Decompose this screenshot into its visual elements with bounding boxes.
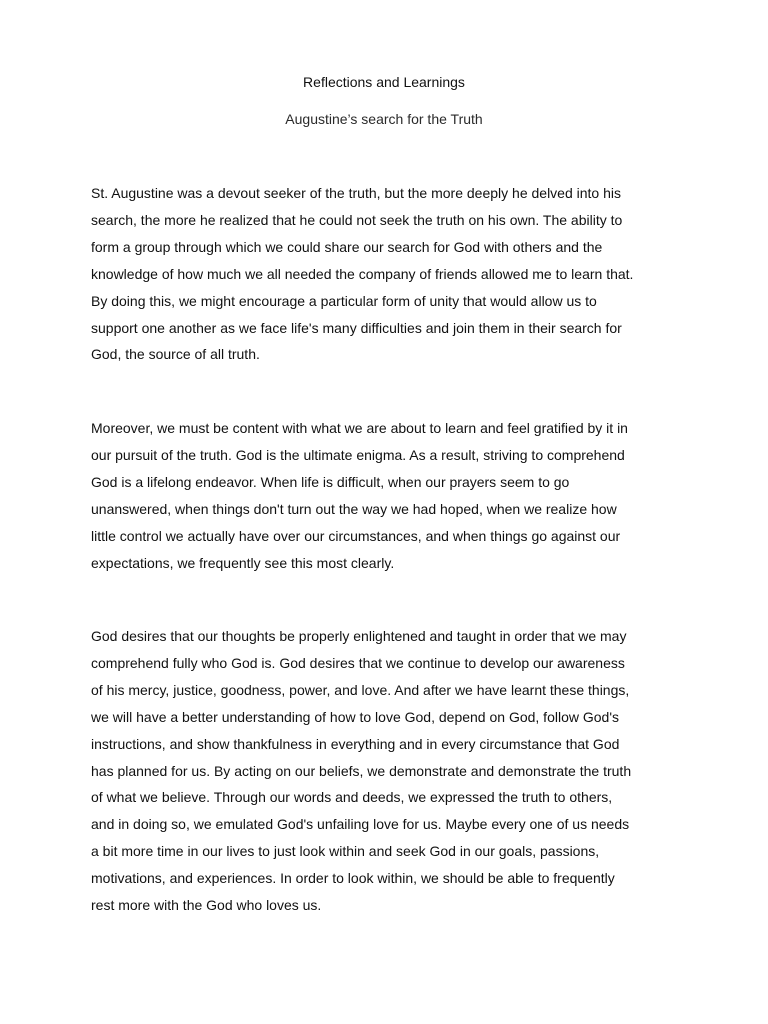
paragraph-line: By doing this, we might encourage a particular form of unity that would allow us to [91,292,597,309]
paragraph-line: God desires that our thoughts be properly enlightened and taught in order that we may [91,628,627,644]
document-subtitle: Augustine’s search for the Truth [285,111,483,127]
paragraph-line: little control we actually have over our circumstances, and when things go against our [91,527,621,544]
paragraph-line: expectations, we frequently see this most clearly. [91,554,395,571]
paragraph-line: of what we believe. Through our words and deeds, we expressed the truth to others, [91,789,613,806]
paragraph-line: knowledge of how much we all needed the company of friends allowed me to learn that. [91,265,634,282]
paragraph-line: of his mercy, justice, goodness, power, and love. And after we have learnt these things, [91,681,630,698]
paragraph-line: rest more with the God who loves us. [91,897,322,914]
paragraph-line: and in doing so, we emulated God's unfailing love for us. Maybe every one of us needs [91,816,630,833]
paragraph-line: St. Augustine was a devout seeker of the truth, but the more deeply he delved into his [91,185,621,201]
paragraph-line: unanswered, when things don't turn out the way we had hoped, when we realize how [91,500,617,517]
paragraph-line: instructions, and show thankfulness in everything and in every circumstance that God [91,735,620,752]
paragraph-line: comprehend fully who God is. God desires that we continue to develop our awareness [91,654,625,671]
paragraph-line: search, the more he realized that he could not seek the truth on his own. The ability to [91,211,623,228]
paragraph-line: our pursuit of the truth. God is the ultimate enigma. As a result, striving to comprehend [91,446,625,463]
document-title: Reflections and Learnings [303,74,465,90]
paragraph-3 [91,623,691,919]
paragraph-line: motivations, and experiences. In order to look within, we should be able to frequently [91,870,615,887]
paragraph-line: form a group through which we could share our search for God with others and the [91,238,603,255]
paragraph-line: God, the source of all truth. [91,346,260,363]
paragraph-line: support one another as we face life's many difficulties and join them in their search for [91,319,622,336]
paragraph-2 [91,415,691,576]
paragraph-line: a bit more time in our lives to just look within and seek God in our goals, passions, [91,843,600,860]
paragraph-line: we will have a better understanding of how to love God, depend on God, follow God's [91,708,620,725]
paragraph-line: has planned for us. By acting on our beliefs, we demonstrate and demonstrate the truth [91,762,632,779]
paragraph-1 [91,180,691,368]
paragraph-line: God is a lifelong endeavor. When life is difficult, when our prayers seem to go [91,473,570,490]
paragraph-line: Moreover, we must be content with what we are about to learn and feel gratified by it in [91,420,628,436]
